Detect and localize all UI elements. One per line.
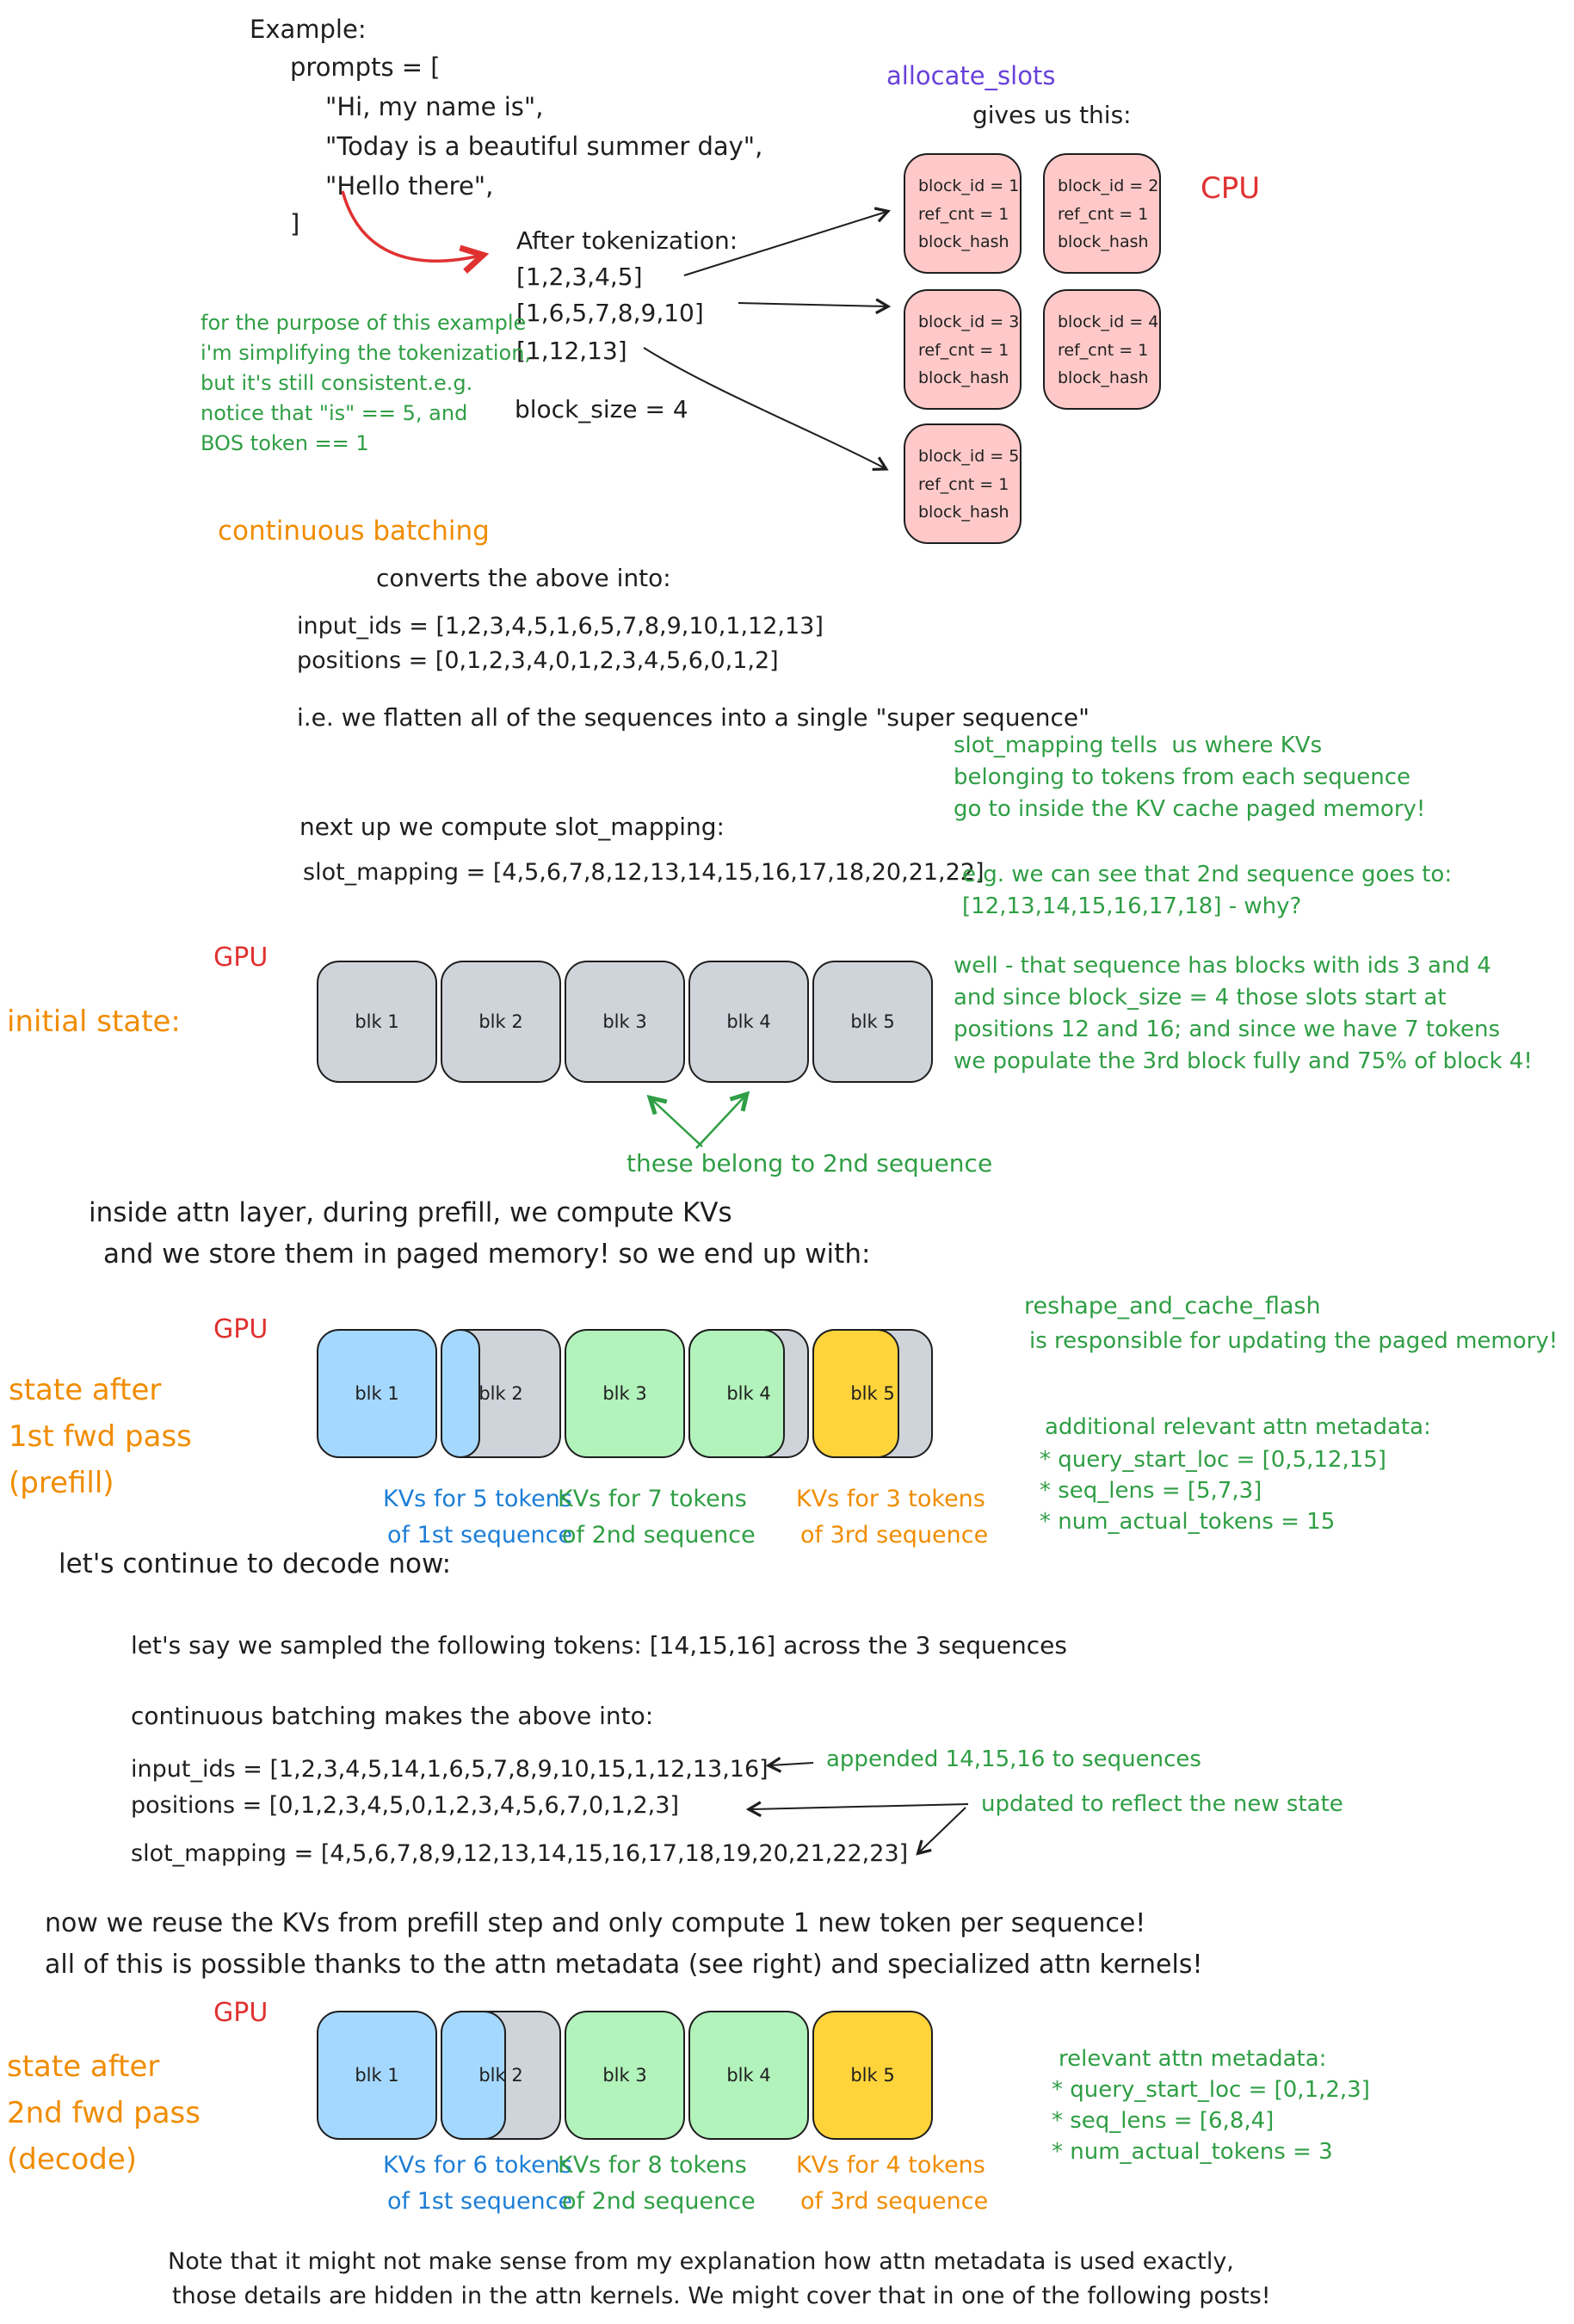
initial-state-label: initial state:: [7, 1004, 181, 1039]
gpu-initial-blk4: [688, 961, 809, 1083]
prefill-meta-title: additional relevant attn metadata:: [1045, 1414, 1431, 1440]
arrow-seq2-to-block3: [738, 303, 886, 306]
prefill-cap3-l2: of 3rd sequence: [800, 1522, 989, 1548]
slot-tells-l1: slot_mapping tells us where KVs: [954, 732, 1323, 758]
cpu-block-4: [1043, 289, 1161, 410]
token-seq-2: [1,6,5,7,8,9,10]: [516, 299, 704, 327]
block-id: block_id = 2: [1058, 176, 1159, 195]
reshape-l1: reshape_and_cache_flash: [1024, 1293, 1321, 1320]
block-hash: block_hash: [1058, 368, 1149, 388]
ref-cnt: ref_cnt = 1: [918, 474, 1009, 494]
gpu-prefill-blk5: [812, 1329, 933, 1458]
blk-label: blk 5: [850, 1011, 895, 1032]
blk-label: blk 2: [478, 1383, 523, 1404]
gpu-prefill-blk3: [565, 1329, 685, 1458]
prefill-state-l2: 1st fwd pass: [9, 1419, 192, 1454]
cpu-block-3: [904, 289, 1022, 410]
blk-label: blk 1: [355, 1011, 399, 1032]
blk-label: blk 3: [602, 2065, 647, 2086]
reuse-l1: now we reuse the KVs from prefill step and only compute 1 new token per sequence!: [45, 1908, 1146, 1938]
block-size-label: block_size = 4: [515, 395, 688, 423]
block-id: block_id = 4: [1058, 312, 1159, 331]
flatten-note: i.e. we flatten all of the sequences into a single "super sequence": [297, 703, 1089, 732]
slot-tells-l2: belonging to tokens from each sequence: [954, 764, 1410, 790]
prefill-meta-2: * seq_lens = [5,7,3]: [1040, 1478, 1262, 1504]
block-id: block_id = 5: [918, 447, 1020, 466]
prefill-meta-1: * query_start_loc = [0,5,12,15]: [1040, 1447, 1386, 1473]
slot-tells-l3: go to inside the KV cache paged memory!: [954, 796, 1426, 822]
slot-mapping-intro: next up we compute slot_mapping:: [299, 813, 725, 841]
decode-state-l1: state after: [7, 2049, 160, 2084]
tokenization-note-l2: i'm simplifying the tokenization,: [201, 341, 532, 365]
decode-input-ids-value: input_ids = [1,2,3,4,5,14,1,6,5,7,8,9,10,15,1,12,13,16]: [131, 1756, 768, 1783]
prefill-meta-3: * num_actual_tokens = 15: [1040, 1509, 1336, 1535]
ref-cnt: ref_cnt = 1: [1058, 204, 1149, 224]
block-hash: block_hash: [1058, 232, 1149, 252]
blk-label: blk 2: [478, 2065, 523, 2086]
input-ids-value: input_ids = [1,2,3,4,5,1,6,5,7,8,9,10,1,12,13]: [297, 613, 824, 640]
blk-label: blk 4: [726, 1011, 771, 1032]
decode-continue-label: let's continue to decode now:: [59, 1548, 452, 1579]
decode-meta-1: * query_start_loc = [0,1,2,3]: [1052, 2077, 1370, 2103]
positions-value: positions = [0,1,2,3,4,0,1,2,3,4,5,6,0,1,2]: [297, 647, 779, 674]
arrow-belong-left: [651, 1099, 702, 1147]
blk-label: blk 3: [602, 1383, 647, 1404]
appended-note: appended 14,15,16 to sequences: [826, 1746, 1201, 1772]
belong-2nd-sequence-label: these belong to 2nd sequence: [627, 1149, 993, 1177]
prefill-state-l3: (prefill): [9, 1466, 114, 1500]
block-hash: block_hash: [918, 232, 1009, 252]
arrow-updated-to-positions: [750, 1804, 968, 1809]
decode-cap3-l1: KVs for 4 tokens: [796, 2152, 985, 2179]
block-id: block_id = 3: [918, 312, 1020, 331]
slot-mapping-value: slot_mapping = [4,5,6,7,8,12,13,14,15,16,17,18,20,21,22]: [303, 859, 985, 886]
decode-cap3-l2: of 3rd sequence: [800, 2188, 989, 2215]
blk-label: blk 4: [726, 2065, 771, 2086]
continuous-batching-title: continuous batching: [218, 516, 490, 547]
gpu-initial-blk1: [317, 961, 437, 1083]
prefill-cap2-l2: of 2nd sequence: [562, 1522, 756, 1548]
gpu-initial-blk2: [441, 961, 561, 1083]
gpu-initial-blk5: [812, 961, 933, 1083]
gpu-prefill-blk2: [441, 1329, 561, 1458]
ref-cnt: ref_cnt = 1: [1058, 340, 1149, 360]
reuse-l2: all of this is possible thanks to the attn metadata (see right) and specialized attn kernels!: [45, 1950, 1203, 1980]
prefill-cap1-l2: of 1st sequence: [387, 1522, 573, 1548]
blk-label: blk 2: [478, 1011, 523, 1032]
gpu-prefill-blk4: [688, 1329, 809, 1458]
updated-note: updated to reflect the new state: [981, 1791, 1343, 1817]
prompt-line-2: "Today is a beautiful summer day",: [325, 132, 763, 161]
tokenization-note-l1: for the purpose of this example: [201, 311, 527, 335]
decode-state-l2: 2nd fwd pass: [7, 2096, 201, 2130]
gpu-prefill-blk1: [317, 1329, 437, 1458]
decode-cb-label: continuous batching makes the above into:: [131, 1702, 654, 1730]
prompt-line-1: "Hi, my name is",: [325, 92, 544, 121]
decode-cap2-l1: KVs for 8 tokens: [558, 2152, 747, 2179]
converts-label: converts the above into:: [376, 564, 671, 592]
prompts-close: ]: [290, 209, 300, 238]
ref-cnt: ref_cnt = 1: [918, 204, 1009, 224]
gpu-label-initial: GPU: [213, 943, 269, 973]
blk-label: blk 1: [355, 2065, 399, 2086]
arrow-updated-to-slotmapping: [919, 1808, 966, 1852]
slot-eg-l1: e.g. we can see that 2nd sequence goes to:: [962, 862, 1453, 887]
arrow-prompts-to-tokenization: [343, 191, 480, 261]
decode-positions-value: positions = [0,1,2,3,4,5,0,1,2,3,4,5,6,7,0,1,2,3]: [131, 1792, 679, 1819]
block-hash: block_hash: [918, 368, 1009, 388]
why-l2: and since block_size = 4 those slots start at: [954, 985, 1447, 1011]
prefill-cap3-l1: KVs for 3 tokens: [796, 1486, 985, 1512]
decode-slot-mapping-value: slot_mapping = [4,5,6,7,8,9,12,13,14,15,16,17,18,19,20,21,22,23]: [131, 1840, 909, 1867]
gpu-decode-blk4: [688, 2011, 809, 2140]
blk-label: blk 1: [355, 1383, 399, 1404]
cpu-block-1: [904, 153, 1022, 274]
gpu-decode-blk3: [565, 2011, 685, 2140]
decode-meta-title: relevant attn metadata:: [1059, 2046, 1327, 2072]
why-l1: well - that sequence has blocks with ids 3 and 4: [954, 953, 1491, 979]
kv-fill-blue: [441, 1329, 480, 1458]
arrow-appended-note: [770, 1763, 813, 1765]
gpu-decode-blk2: [441, 2011, 561, 2140]
gpu-label-decode: GPU: [213, 1998, 269, 2028]
prefill-cap1-l1: KVs for 5 tokens: [383, 1486, 572, 1512]
why-l4: we populate the 3rd block fully and 75% of block 4!: [954, 1048, 1533, 1074]
after-tokenization-title: After tokenization:: [516, 226, 738, 255]
footer-note-l2: those details are hidden in the attn kernels. We might cover that in one of the following posts!: [172, 2283, 1271, 2309]
decode-sampled-label: let's say we sampled the following tokens: [14,15,16] across the 3 sequences: [131, 1631, 1067, 1660]
block-hash: block_hash: [918, 503, 1009, 522]
cpu-label: CPU: [1201, 171, 1261, 206]
blk-label: blk 4: [726, 1383, 771, 1404]
gpu-label-prefill: GPU: [213, 1314, 269, 1344]
gpu-decode-blk1: [317, 2011, 437, 2140]
blk-label: blk 3: [602, 1011, 647, 1032]
tokenization-note-l3: but it's still consistent.e.g.: [201, 371, 473, 395]
prompts-open: prompts = [: [290, 53, 441, 82]
prompt-line-3: "Hello there",: [325, 171, 494, 201]
slot-eg-l2: [12,13,14,15,16,17,18] - why?: [962, 893, 1302, 919]
blk-label: blk 5: [850, 2065, 895, 2086]
cpu-block-5: [904, 423, 1022, 544]
decode-meta-2: * seq_lens = [6,8,4]: [1052, 2108, 1275, 2134]
ref-cnt: ref_cnt = 1: [918, 340, 1009, 360]
prefill-intro-l1: inside attn layer, during prefill, we compute KVs: [89, 1197, 732, 1228]
cpu-block-2: [1043, 153, 1161, 274]
blk-label: blk 5: [850, 1383, 895, 1404]
footer-note-l1: Note that it might not make sense from my explanation how attn metadata is used exactly,: [168, 2248, 1234, 2275]
decode-cap1-l1: KVs for 6 tokens: [383, 2152, 572, 2179]
tokenization-note-l5: BOS token == 1: [201, 431, 369, 455]
decode-cap2-l2: of 2nd sequence: [562, 2188, 756, 2215]
example-title: Example:: [250, 15, 367, 44]
arrow-belong-right: [696, 1096, 745, 1148]
token-seq-1: [1,2,3,4,5]: [516, 263, 643, 291]
allocate-slots-label: allocate_slots: [886, 61, 1056, 90]
tokenization-note-l4: notice that "is" == 5, and: [201, 401, 468, 425]
reshape-l2: is responsible for updating the paged memory!: [1029, 1328, 1559, 1354]
gives-us-this-label: gives us this:: [972, 101, 1132, 129]
decode-cap1-l2: of 1st sequence: [387, 2188, 573, 2215]
gpu-decode-blk5: [812, 2011, 933, 2140]
prefill-intro-l2: and we store them in paged memory! so we end up with:: [103, 1239, 871, 1270]
prefill-cap2-l1: KVs for 7 tokens: [558, 1486, 747, 1512]
token-seq-3: [1,12,13]: [516, 337, 627, 365]
block-id: block_id = 1: [918, 176, 1020, 195]
decode-state-l3: (decode): [7, 2142, 138, 2177]
gpu-initial-blk3: [565, 961, 685, 1083]
prefill-state-l1: state after: [9, 1373, 162, 1407]
decode-meta-3: * num_actual_tokens = 3: [1052, 2139, 1333, 2165]
why-l3: positions 12 and 16; and since we have 7 tokens: [954, 1017, 1501, 1042]
